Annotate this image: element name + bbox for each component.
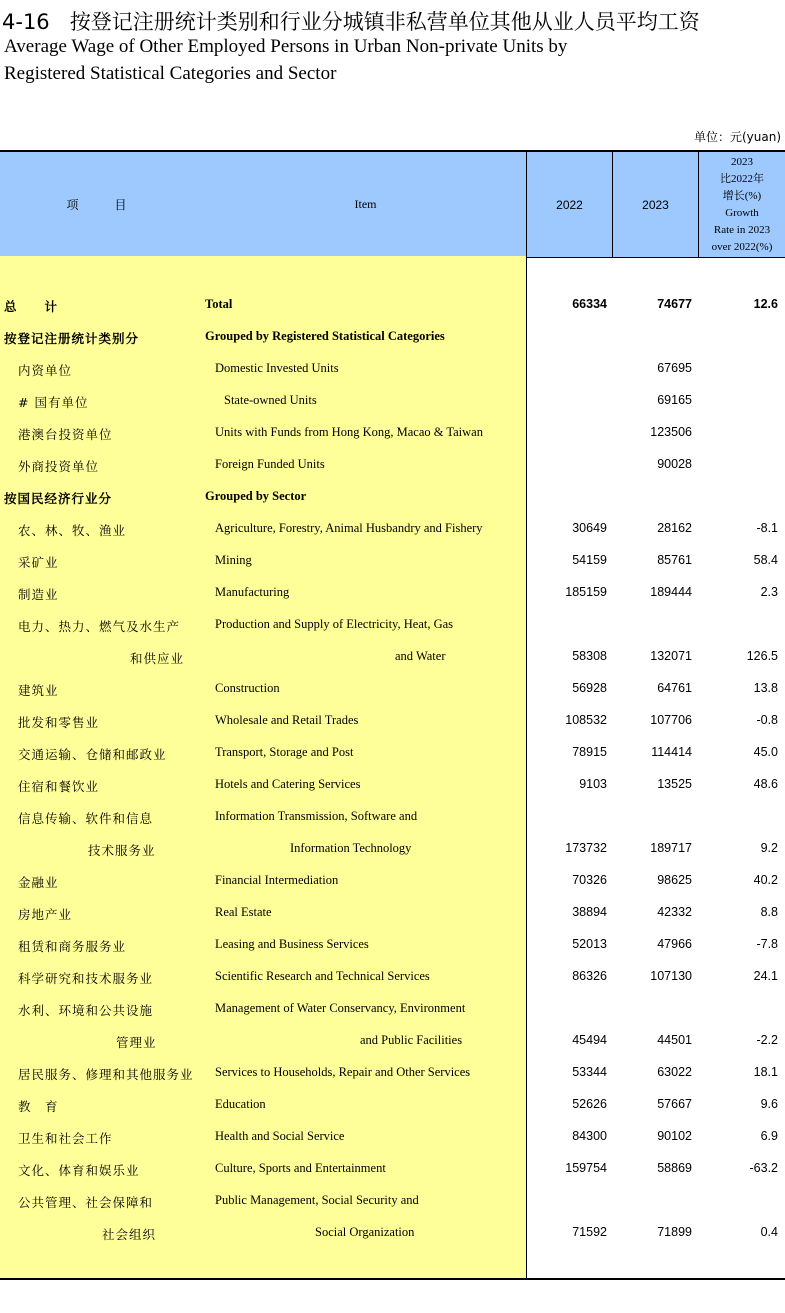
table-bottom-rule <box>0 1278 785 1280</box>
value-2022: 86326 <box>572 969 607 983</box>
row-label-en: Scientific Research and Technical Services <box>215 969 430 983</box>
row-label-cn: 租赁和商务服务业 <box>18 939 127 954</box>
growth-rate: -8.1 <box>756 521 778 535</box>
table-row <box>0 960 785 992</box>
row-label-cn: 和供应业 <box>130 651 185 666</box>
value-2023: 189444 <box>650 585 692 599</box>
row-label-cn: 水利、环境和公共设施 <box>18 1003 154 1018</box>
growth-rate: 18.1 <box>753 1065 778 1079</box>
table-row <box>0 448 785 480</box>
table-header <box>0 150 785 258</box>
value-2022: 56928 <box>572 681 607 695</box>
row-label-cn: 内资单位 <box>18 363 73 378</box>
table-row <box>0 928 785 960</box>
row-label-cn: 管理业 <box>116 1035 157 1050</box>
growth-rate: 40.2 <box>753 873 778 887</box>
value-2022: 173732 <box>565 841 607 855</box>
row-label-en: Mining <box>215 553 252 567</box>
value-2022: 58308 <box>572 649 607 663</box>
table-title-cn-text: 按登记注册统计类别和行业分城镇非私营单位其他从业人员平均工资 <box>69 10 700 34</box>
value-2023: 107130 <box>650 969 692 983</box>
row-label-en: Financial Intermediation <box>215 873 339 887</box>
row-label-cn: 按国民经济行业分 <box>4 491 113 506</box>
value-2023: 189717 <box>650 841 692 855</box>
row-label-en: Leasing and Business Services <box>215 937 369 951</box>
row-label-cn: 电力、热力、燃气及水生产 <box>18 619 181 634</box>
table-row <box>0 288 785 320</box>
row-label-cn: 农、林、牧、渔业 <box>18 523 127 538</box>
row-label-cn: 公共管理、社会保障和 <box>18 1195 154 1210</box>
row-label-en: Agriculture, Forestry, Animal Husbandry and Fishery <box>215 521 483 535</box>
header-growth-line: over 2022(%) <box>711 240 773 253</box>
row-label-cn: # 国有单位 <box>18 395 89 410</box>
table-row <box>0 1056 785 1088</box>
table-row <box>0 768 785 800</box>
table-row <box>0 1152 785 1184</box>
row-label-cn: 建筑业 <box>18 683 59 698</box>
value-2023: 98625 <box>657 873 692 887</box>
row-label-en: Production and Supply of Electricity, Heat, Gas <box>215 617 454 631</box>
row-label-en: and Public Facilities <box>360 1033 463 1047</box>
row-label-en: Domestic Invested Units <box>215 361 339 375</box>
header-growth <box>699 152 785 257</box>
row-label-en: Management of Water Conservancy, Environment <box>215 1001 466 1015</box>
row-label-en: Grouped by Registered Statistical Categories <box>205 329 445 343</box>
table-row <box>0 1184 785 1216</box>
value-2022: 66334 <box>572 297 607 311</box>
row-label-en: State-owned Units <box>224 393 317 407</box>
row-label-en: Services to Households, Repair and Other Services <box>215 1065 471 1079</box>
table-row <box>0 800 785 832</box>
row-label-en: Real Estate <box>215 905 272 919</box>
table-row <box>0 480 785 512</box>
row-label-en: Education <box>215 1097 266 1111</box>
value-2023: 64761 <box>657 681 692 695</box>
value-2022: 52013 <box>572 937 607 951</box>
value-2023: 71899 <box>657 1225 692 1239</box>
row-label-cn: 采矿业 <box>18 555 59 570</box>
header-growth-line: 2023 <box>730 155 753 168</box>
value-2023: 90102 <box>657 1129 692 1143</box>
row-label-cn: 外商投资单位 <box>18 459 100 474</box>
table-row <box>0 576 785 608</box>
table-row <box>0 864 785 896</box>
row-label-en: Units with Funds from Hong Kong, Macao & Taiwan <box>215 425 483 439</box>
row-label-cn: 总 计 <box>4 299 59 314</box>
header-2022: 2022 <box>556 197 583 212</box>
growth-rate: 6.9 <box>760 1129 778 1143</box>
row-label-en: Transport, Storage and Post <box>215 745 354 759</box>
row-label-en: Construction <box>215 681 280 695</box>
header-2023: 2023 <box>642 197 669 212</box>
growth-rate: 48.6 <box>753 777 778 791</box>
table-row <box>0 1120 785 1152</box>
value-2022: 185159 <box>565 585 607 599</box>
table-row <box>0 1088 785 1120</box>
table-title-en-line1: Average Wage of Other Employed Persons in Urban Non-private Units by <box>4 36 568 57</box>
row-label-en: Wholesale and Retail Trades <box>215 713 359 727</box>
row-label-en: Grouped by Sector <box>205 489 307 503</box>
header-growth-line: Growth <box>725 206 759 219</box>
row-label-cn: 交通运输、仓储和邮政业 <box>18 747 167 762</box>
table-row <box>0 736 785 768</box>
table-row <box>0 672 785 704</box>
growth-rate: 12.6 <box>753 297 778 311</box>
value-2023: 57667 <box>657 1097 692 1111</box>
table-row <box>0 704 785 736</box>
table-row <box>0 320 785 352</box>
growth-rate: 24.1 <box>753 969 778 983</box>
growth-rate: 13.8 <box>753 681 778 695</box>
value-2022: 52626 <box>572 1097 607 1111</box>
growth-rate: -7.8 <box>756 937 778 951</box>
value-2023: 13525 <box>657 777 692 791</box>
row-label-cn: 科学研究和技术服务业 <box>18 971 154 986</box>
value-2022: 71592 <box>572 1225 607 1239</box>
value-2022: 108532 <box>565 713 607 727</box>
value-2022: 70326 <box>572 873 607 887</box>
value-2022: 84300 <box>572 1129 607 1143</box>
growth-rate: 58.4 <box>753 553 778 567</box>
growth-rate: -63.2 <box>749 1161 778 1175</box>
value-2023: 107706 <box>650 713 692 727</box>
growth-rate: -0.8 <box>756 713 778 727</box>
table-row <box>0 384 785 416</box>
row-label-en: Social Organization <box>315 1225 415 1239</box>
header-growth-line: 比2022年 <box>719 172 764 185</box>
growth-rate: -2.2 <box>756 1033 778 1047</box>
header-growth-line: 增长(%) <box>722 189 762 202</box>
value-2023: 69165 <box>657 393 692 407</box>
table-title-en-line2: Registered Statistical Categories and Sector <box>4 63 337 84</box>
row-label-en: Total <box>205 297 233 311</box>
value-2023: 28162 <box>657 521 692 535</box>
table-title-cn <box>2 6 700 36</box>
value-2022: 78915 <box>572 745 607 759</box>
row-label-cn: 制造业 <box>18 587 59 602</box>
row-label-cn: 金融业 <box>18 875 59 890</box>
growth-rate: 0.4 <box>760 1225 778 1239</box>
value-2023: 58869 <box>657 1161 692 1175</box>
header-item-cn: 项 目 <box>66 198 139 212</box>
row-label-cn: 港澳台投资单位 <box>18 427 113 442</box>
row-label-en: Public Management, Social Security and <box>215 1193 419 1207</box>
table-row <box>0 896 785 928</box>
value-2023: 123506 <box>650 425 692 439</box>
value-2023: 132071 <box>650 649 692 663</box>
row-label-cn: 卫生和社会工作 <box>18 1131 113 1146</box>
row-label-cn: 批发和零售业 <box>18 715 100 730</box>
value-2023: 63022 <box>657 1065 692 1079</box>
growth-rate: 9.2 <box>760 841 778 855</box>
table-number: 4-16 <box>2 10 50 34</box>
row-label-en: Foreign Funded Units <box>215 457 325 471</box>
row-label-cn: 技术服务业 <box>88 843 156 858</box>
value-2023: 47966 <box>657 937 692 951</box>
table-row <box>0 1024 785 1056</box>
value-2023: 67695 <box>657 361 692 375</box>
row-label-cn: 教 育 <box>18 1099 59 1114</box>
value-2022: 38894 <box>572 905 607 919</box>
value-2023: 74677 <box>657 297 692 311</box>
table-row <box>0 992 785 1024</box>
row-label-cn: 住宿和餐饮业 <box>18 779 100 794</box>
growth-rate: 2.3 <box>760 585 778 599</box>
growth-rate: 126.5 <box>746 649 778 663</box>
table-row <box>0 608 785 640</box>
row-label-en: and Water <box>395 649 446 663</box>
row-label-cn: 文化、体育和娱乐业 <box>18 1163 140 1178</box>
table-row <box>0 832 785 864</box>
value-2022: 53344 <box>572 1065 607 1079</box>
row-label-en: Health and Social Service <box>215 1129 345 1143</box>
row-label-en: Hotels and Catering Services <box>215 777 361 791</box>
row-label-cn: 社会组织 <box>102 1227 157 1242</box>
growth-rate: 9.6 <box>760 1097 778 1111</box>
growth-rate: 45.0 <box>753 745 778 759</box>
table-row <box>0 512 785 544</box>
growth-rate: 8.8 <box>760 905 778 919</box>
row-label-cn: 信息传输、软件和信息 <box>18 811 154 826</box>
value-2022: 54159 <box>572 553 607 567</box>
row-label-en: Information Transmission, Software and <box>215 809 418 823</box>
value-2022: 45494 <box>572 1033 607 1047</box>
value-2023: 44501 <box>657 1033 692 1047</box>
table-row <box>0 416 785 448</box>
value-2023: 85761 <box>657 553 692 567</box>
row-label-cn: 房地产业 <box>18 907 73 922</box>
table-row <box>0 544 785 576</box>
table-row <box>0 640 785 672</box>
value-2023: 114414 <box>651 745 692 759</box>
value-2022: 9103 <box>579 777 607 791</box>
value-2022: 159754 <box>565 1161 607 1175</box>
unit-label: 单位：元(yuan) <box>693 130 781 144</box>
row-label-en: Information Technology <box>290 841 412 855</box>
row-label-cn: 按登记注册统计类别分 <box>4 331 140 346</box>
table-row <box>0 1216 785 1248</box>
value-2023: 42332 <box>657 905 692 919</box>
value-2022: 30649 <box>572 521 607 535</box>
row-label-en: Manufacturing <box>215 585 290 599</box>
row-label-cn: 居民服务、修理和其他服务业 <box>18 1067 194 1082</box>
row-label-en: Culture, Sports and Entertainment <box>215 1161 386 1175</box>
table-row <box>0 352 785 384</box>
header-item-en: Item <box>354 197 377 211</box>
header-growth-line: Rate in 2023 <box>713 223 771 236</box>
value-2023: 90028 <box>657 457 692 471</box>
